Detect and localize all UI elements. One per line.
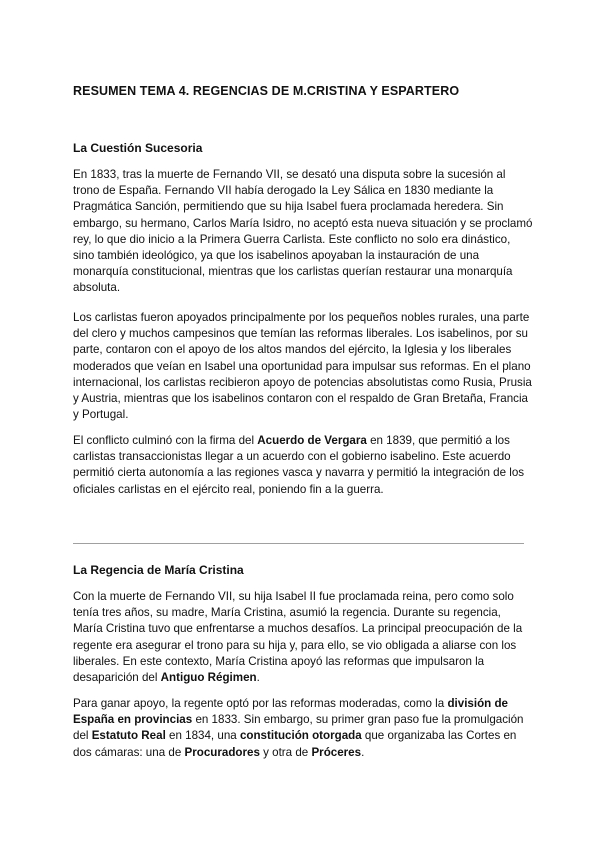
- paragraph-reformas-moderadas: [73, 696, 533, 761]
- paragraph-text: .: [361, 745, 365, 759]
- section-heading-regencia-maria-cristina: La Regencia de María Cristina: [73, 563, 244, 577]
- paragraph-text: Con la muerte de Fernando VII, su hija Isabel II fue proclamada reina, pero como solo tenía tres años, su madre, María Cristina, asumió la regencia. Durante su regencia, María Cristina tuvo que enfrentarse a muchos desafíos. La principal preocupación de la regente era asegurar el trono para su hija y, para ello, se vio obligada a aliarse con los liberales. En este contexto, María Cristina apoyó las reformas que impulsaron la desaparición del: [73, 590, 523, 685]
- bold-term-acuerdo-vergara: Acuerdo de Vergara: [257, 434, 367, 447]
- paragraph-sucesion: En 1833, tras la muerte de Fernando VII, se desató una disputa sobre la sucesión al trono de España. Fernando VII había derogado la Ley Sálica en 1830 mediante la Pragmática Sanción, permitiendo que su hija Isabel fuera proclamada heredera. Sin embargo, su hermano, Carlos María Isidro, no aceptó esta nueva situación y se proclamó rey, lo que dio inicio a la Primera Guerra Carlista. Este conflicto no solo era dinástico, sino también ideológico, ya que los isabelinos apoyaban la instauración de una monarquía constitucional, mientras que los carlistas querían restaurar una monarquía absoluta.: [73, 168, 533, 295]
- paragraph-text: que organizaba las Cortes en dos cámaras: una de: [73, 729, 517, 759]
- bold-term-estatuto-real: Estatuto Real: [91, 729, 166, 743]
- bold-term-antiguo-regimen: Antiguo Régimen: [160, 671, 257, 685]
- bold-term-constitucion-otorgada: constitución otorgada: [239, 729, 362, 743]
- paragraph-text: en 1839, que permitió a los carlistas transaccionistas llegar a un acuerdo con el gobierno isabelino. Este acuerdo permitió cierta autonomía a las regiones vasca y navarra y permitió la integración de los oficiales carlistas en el ejército real, poniendo fin a la guerra.: [73, 434, 525, 496]
- paragraph-regencia: [73, 589, 533, 686]
- section-divider: [73, 543, 524, 544]
- paragraph-text: El conflicto culminó con la firma del: [73, 434, 258, 447]
- paragraph-acuerdo-vergara: [73, 433, 533, 498]
- bold-term-proceres: Próceres: [311, 745, 362, 759]
- section-heading-cuestion-sucesoria: La Cuestión Sucesoria: [73, 141, 203, 155]
- paragraph-text: y otra de: [259, 745, 312, 759]
- paragraph-text: Para ganar apoyo, la regente optó por las reformas moderadas, como la: [73, 697, 448, 710]
- paragraph-text: en 1833. Sin embargo, su primer gran paso fue la promulgación del: [73, 713, 524, 743]
- document-title: RESUMEN TEMA 4. REGENCIAS DE M.CRISTINA Y ESPARTERO: [73, 84, 460, 98]
- bold-term-division-provincias: división de España en provincias: [73, 697, 508, 727]
- paragraph-text: .: [256, 671, 260, 685]
- paragraph-text: en 1834, una: [165, 729, 240, 743]
- bold-term-procuradores: Procuradores: [184, 745, 260, 759]
- paragraph-apoyos: Los carlistas fueron apoyados principalmente por los pequeños nobles rurales, una parte del clero y muchos campesinos que temían las reformas liberales. Los isabelinos, por su parte, contaron con el apoyo de los altos mandos del ejército, la Iglesia y los liberales moderados que veían en Isabel una oportunidad para impulsar sus reformas. En el plano internacional, los carlistas recibieron apoyo de potencias absolutistas como Rusia, Prusia y Austria, mientras que los isabelinos contaron con el respaldo de Gran Bretaña, Francia y Portugal.: [73, 311, 532, 422]
